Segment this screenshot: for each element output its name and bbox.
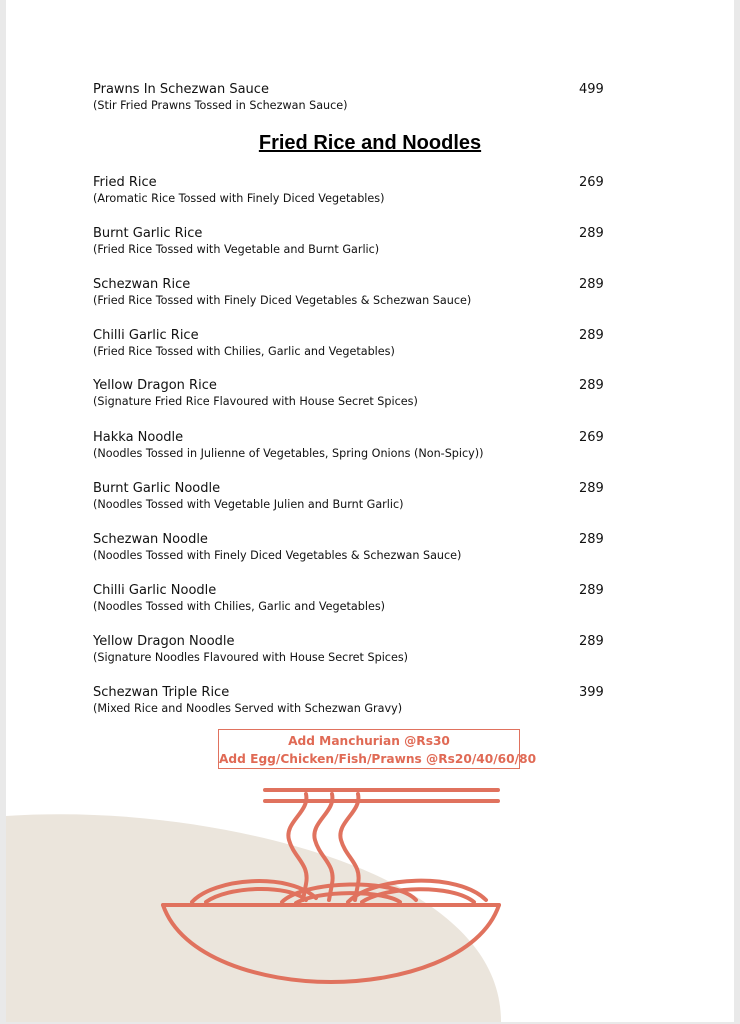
item-name: Burnt Garlic Noodle	[93, 481, 221, 496]
item-name: Yellow Dragon Noodle	[93, 634, 235, 649]
item-price: 269	[579, 430, 604, 445]
menu-item-prawns-in-schezwan-sauce	[93, 82, 613, 122]
menu-item	[93, 532, 613, 572]
item-name: Fried Rice	[93, 175, 157, 190]
noodle-bowl-with-chopsticks-icon	[6, 780, 734, 1022]
addon-manchurian: Add Manchurian @Rs30	[288, 734, 450, 748]
item-price: 399	[579, 685, 604, 700]
item-description: (Fried Rice Tossed with Finely Diced Vegetables & Schezwan Sauce)	[93, 294, 472, 307]
menu-item	[93, 277, 613, 317]
addons-box	[218, 729, 537, 769]
item-price: 289	[579, 277, 604, 292]
item-price: 289	[579, 532, 604, 547]
menu-item	[93, 685, 613, 725]
menu-item	[93, 378, 613, 418]
item-price: 289	[579, 481, 604, 496]
item-description: (Signature Noodles Flavoured with House Secret Spices)	[93, 651, 409, 664]
item-price: 289	[579, 328, 604, 343]
menu-item	[93, 481, 613, 521]
item-description: (Fried Rice Tossed with Chilies, Garlic and Vegetables)	[93, 345, 395, 358]
item-description: (Noodles Tossed in Julienne of Vegetables, Spring Onions (Non-Spicy))	[93, 447, 484, 460]
item-price: 499	[579, 82, 604, 97]
item-description: (Stir Fried Prawns Tossed in Schezwan Sauce)	[93, 99, 348, 112]
item-description: (Noodles Tossed with Vegetable Julien and Burnt Garlic)	[93, 498, 404, 511]
item-price: 289	[579, 634, 604, 649]
addon-proteins: Add Egg/Chicken/Fish/Prawns @Rs20/40/60/80	[219, 752, 537, 766]
menu-item	[93, 226, 613, 266]
item-name: Chilli Garlic Rice	[93, 328, 199, 343]
item-name: Schezwan Triple Rice	[93, 685, 230, 700]
menu-page	[6, 0, 734, 1022]
item-name: Schezwan Noodle	[93, 532, 208, 547]
item-price: 289	[579, 378, 604, 393]
item-description: (Mixed Rice and Noodles Served with Schezwan Gravy)	[93, 702, 403, 715]
section-title: Fried Rice and Noodles	[258, 132, 482, 154]
item-description: (Fried Rice Tossed with Vegetable and Burnt Garlic)	[93, 243, 380, 256]
item-price: 269	[579, 175, 604, 190]
item-name: Prawns In Schezwan Sauce	[93, 82, 269, 97]
item-description: (Noodles Tossed with Finely Diced Vegetables & Schezwan Sauce)	[93, 549, 462, 562]
menu-item	[93, 328, 613, 368]
menu-item	[93, 175, 613, 215]
item-name: Yellow Dragon Rice	[93, 378, 217, 393]
item-price: 289	[579, 226, 604, 241]
menu-item	[93, 634, 613, 674]
item-name: Schezwan Rice	[93, 277, 191, 292]
item-price: 289	[579, 583, 604, 598]
item-description: (Aromatic Rice Tossed with Finely Diced Vegetables)	[93, 192, 385, 205]
menu-item	[93, 583, 613, 623]
item-name: Chilli Garlic Noodle	[93, 583, 217, 598]
item-description: (Signature Fried Rice Flavoured with House Secret Spices)	[93, 395, 418, 408]
menu-item	[93, 430, 613, 470]
item-name: Burnt Garlic Rice	[93, 226, 203, 241]
item-name: Hakka Noodle	[93, 430, 184, 445]
item-description: (Noodles Tossed with Chilies, Garlic and Vegetables)	[93, 600, 386, 613]
